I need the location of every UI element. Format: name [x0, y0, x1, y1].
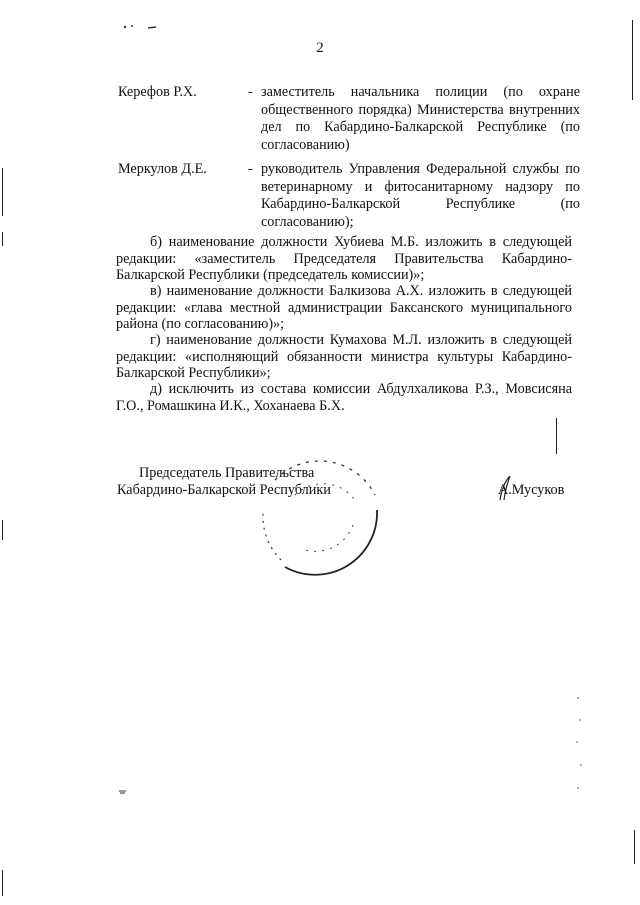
signature-title-line1: Председатель Правительства	[139, 465, 315, 481]
amendment-paragraph: д) исключить из состава комиссии Абдулхаликова Р.З., Мовсисяна Г.О., Ромашкина И.К., Хоханаева Б.Х.	[116, 381, 572, 414]
amendment-paragraph: б) наименование должности Хубиева М.Б. изложить в следующей редакции: «заместитель Председателя Правительства Кабардино-Балкарской Республики (председатель комиссии)»;	[116, 234, 572, 283]
member-role: руководитель Управления Федеральной службы по ветеринарному и фитосанитарному надзору по Кабардино-Балкарской Республике (по согласованию);	[261, 161, 580, 230]
scan-artifact-bottom-left	[118, 782, 128, 800]
scan-artifact-left-edge	[2, 520, 3, 540]
handwritten-signature	[496, 474, 516, 504]
member-name: Керефов Р.Х.	[118, 84, 197, 100]
scan-artifact-left-edge	[2, 870, 3, 896]
member-role: заместитель начальника полиции (по охране общественного порядка) Министерства внутренних дел по Кабардино-Балкарской Республике (по согласованию)	[261, 84, 580, 153]
signatory-name: А.Мусуков	[498, 482, 565, 498]
scan-artifact-left-edge	[2, 168, 3, 216]
member-dash: -	[248, 161, 253, 177]
member-dash: -	[248, 84, 253, 100]
scan-artifact-right-edge	[632, 20, 633, 100]
scan-artifact-vertical-line	[556, 418, 557, 454]
scan-artifact-right-specks	[574, 690, 594, 815]
amendment-paragraph: г) наименование должности Кумахова М.Л. изложить в следующей редакции: «исполняющий обязанности министра культуры Кабардино-Балкарской Республики»;	[116, 332, 572, 381]
page-number: 2	[316, 40, 324, 56]
signature-title-line2: Кабардино-Балкарской Республики	[117, 482, 331, 498]
scan-artifact-right-edge	[634, 830, 635, 864]
scan-artifact-left-edge	[2, 232, 3, 246]
member-name: Меркулов Д.Е.	[118, 161, 207, 177]
scan-artifact-top	[122, 18, 162, 36]
amendment-paragraph: в) наименование должности Балкизова А.Х. изложить в следующей редакции: «глава местной администрации Баксанского муниципального района (по согласованию)»;	[116, 283, 572, 332]
